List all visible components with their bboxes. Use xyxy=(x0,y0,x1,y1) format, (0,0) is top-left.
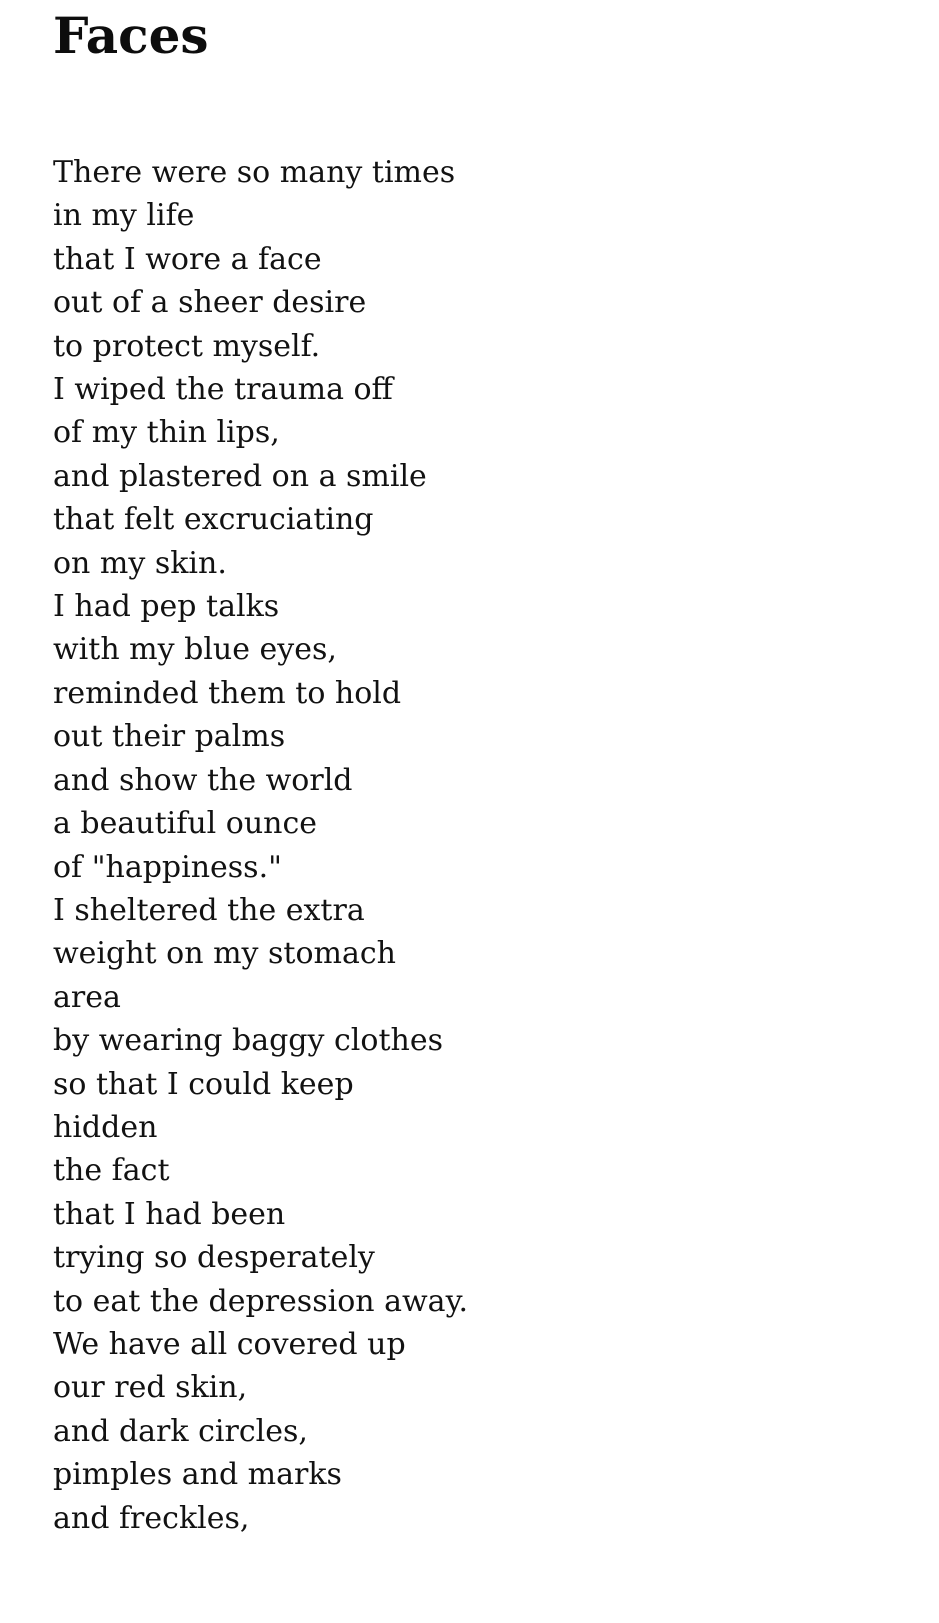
poem-line: and dark circles, xyxy=(53,1413,308,1449)
poem-line: out of a sheer desire xyxy=(53,285,367,321)
poem-line: pimples and marks xyxy=(53,1457,342,1493)
poem-line: on my skin. xyxy=(53,545,227,581)
poem-line: that I had been xyxy=(53,1196,286,1232)
poem-title: Faces xyxy=(53,6,209,65)
poem-line: We have all covered up xyxy=(53,1326,406,1362)
poem-line: of my thin lips, xyxy=(53,415,280,451)
poem-line: and show the world xyxy=(53,762,353,798)
poem-line: by wearing baggy clothes xyxy=(53,1023,443,1059)
poem-line: the fact xyxy=(53,1153,170,1189)
poem-line: and freckles, xyxy=(53,1500,250,1536)
poem-line: reminded them to hold xyxy=(53,675,402,711)
poem-line: our red skin, xyxy=(53,1370,248,1406)
poem-line: to eat the depression away. xyxy=(53,1283,469,1319)
poem-line: so that I could keep xyxy=(53,1066,354,1102)
poem-line: to protect myself. xyxy=(53,328,321,364)
poem-line: hidden xyxy=(53,1109,158,1145)
poem-line: in my life xyxy=(53,198,195,234)
poem-line: that felt excruciating xyxy=(53,502,374,538)
poem-line: that I wore a face xyxy=(53,241,322,277)
poem-line: weight on my stomach xyxy=(53,936,396,972)
poem-line: There were so many times xyxy=(53,155,456,190)
poem-line: I wiped the trauma off xyxy=(53,372,393,408)
poem-line: a beautiful ounce xyxy=(53,806,318,842)
poem-line: and plastered on a smile xyxy=(53,458,427,494)
poem-line: I had pep talks xyxy=(53,589,280,625)
poem-line: area xyxy=(53,979,121,1015)
poem-line: trying so desperately xyxy=(53,1240,375,1276)
poem-line: with my blue eyes, xyxy=(53,632,337,668)
poem-body xyxy=(53,151,899,1540)
poem-line: I sheltered the extra xyxy=(53,892,365,928)
poem-line: of "happiness." xyxy=(53,849,282,885)
poem-line: out their palms xyxy=(53,719,286,755)
